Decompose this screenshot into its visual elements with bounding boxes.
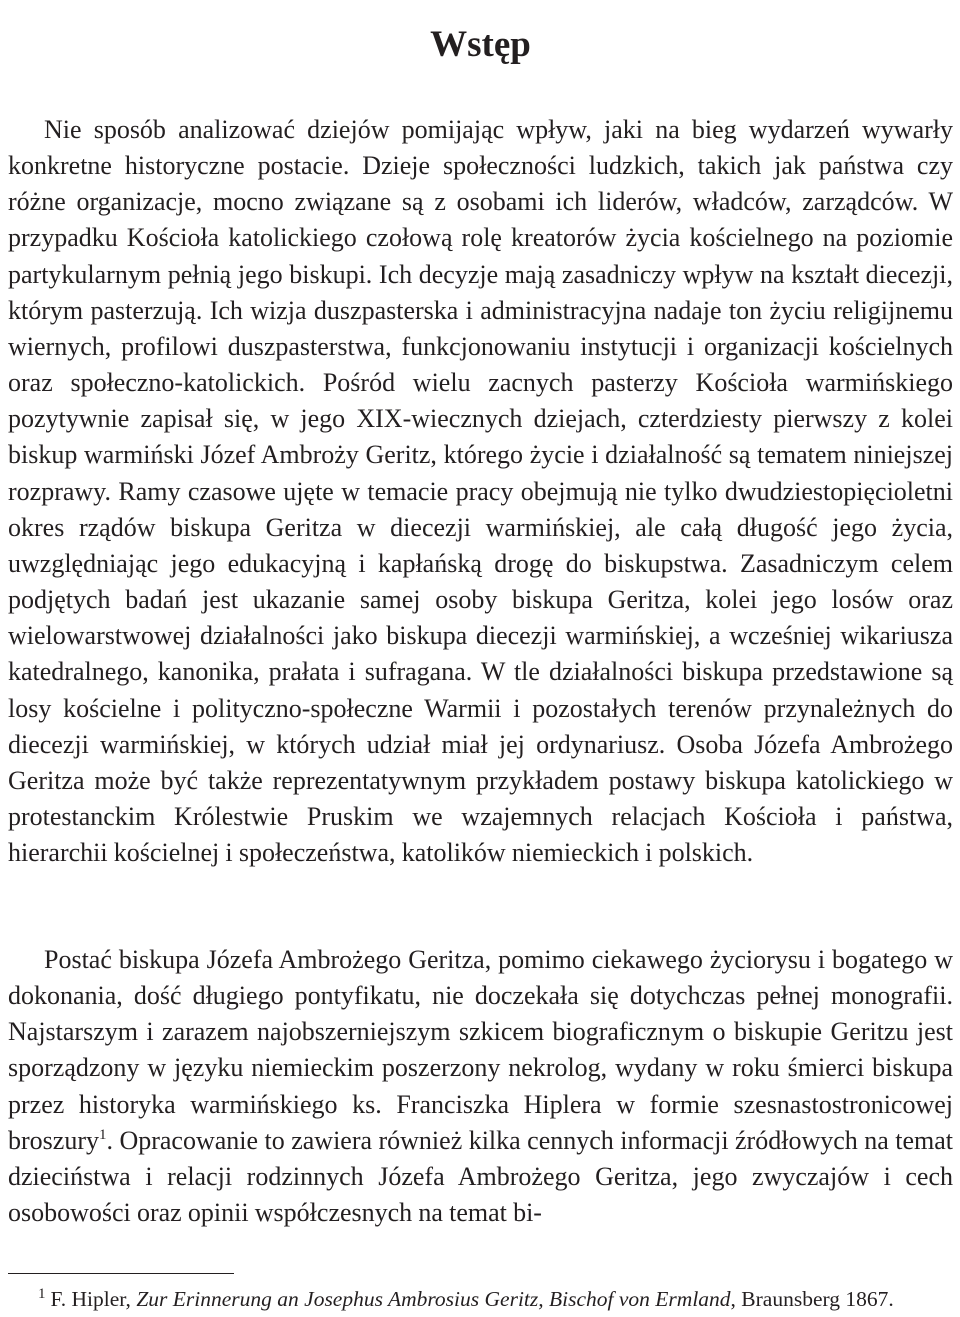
footnote [8, 1286, 953, 1312]
chapter-heading: Wstęp [430, 23, 531, 65]
footnote-reference[interactable]: 1 [98, 1126, 107, 1143]
footnote-author: F. Hipler, [50, 1287, 131, 1311]
footnote-number: 1 [38, 1286, 46, 1302]
paragraph-text: Nie sposób analizować dziejów pomijając wpływ, jaki na bieg wydarzeń wywarły konkretne historyczne postacie. Dzieje społeczności ludzkich, takich jak państwa czy różne organizacje, mocno związane są z osobami ich liderów, władców, zarządców. W przypadku Kościoła katolickiego czołową rolę kreatorów życia kościelnego na poziomie partykularnym pełnią jego biskupi. Ich decyzje mają zasadniczy wpływ na kształt diecezji, którym pasterzują. Ich wizja duszpasterska i administracyjna nadaje ton życiu religijnemu wiernych, profilowi duszpasterstwa, funkcjonowaniu instytucji i organizacji kościelnych oraz społeczno-katolickich. Pośród wielu zacnych pasterzy Kościoła warmińskiego pozytywnie zapisał się, w jego XIX-wiecznych dziejach, czterdziesty pierwszy z kolei biskup warmiński Józef Ambroży Geritz, którego życie i działalność są tematem niniejszej rozprawy. Ramy czasowe ujęte w temacie pracy obejmują nie tylko dwudziestopięcioletni okres rządów biskupa Geritza w diecezji warmińskiej, ale całą długość jego życia, uwzględniając jego edukacyjną i kapłańską drogę do biskupstwa. Zasadniczym celem podjętych badań jest ukazanie samej osoby biskupa Geritza, kolei jego losów oraz wielowarstwowej działalności jako biskupa diecezji warmińskiej, a wcześniej wikariusza katedralnego, kanonika, prałata i sufragana. W tle działalności biskupa przedstawione są losy kościelne i polityczno-społeczne Warmii i pozostałych terenów przynależnych do diecezji warmińskiej, w których udział miał jej ordynariusz. Osoba Józefa Ambrożego Geritza może być także reprezentatywnym przykładem postawy biskupa katolickiego w protestanckim Królestwie Pruskim we wzajemnych relacjach Kościoła i państwa, hierarchii kościelnej i społeczeństwa, katolików niemieckich i polskich. [8, 115, 953, 868]
paragraph-text-continued: . Opracowanie to zawiera również kilka cennych informacji źródłowych na temat dzieciństwa i relacji rodzinnych Józefa Ambrożego Geritza, jego zwyczajów i cech osobowości oraz opinii współczesnych na temat bi- [8, 1125, 953, 1228]
paragraph [8, 112, 953, 871]
book-page [8, 0, 953, 1317]
footnote-separator [8, 1273, 234, 1274]
footnote-title: Zur Erinnerung an Josephus Ambrosius Geritz, Bischof von Ermland [136, 1287, 731, 1311]
footnote-publication: , Braunsberg 1867. [730, 1287, 894, 1311]
paragraph-text: Postać biskupa Józefa Ambrożego Geritza, pomimo ciekawego życiorysu i bogatego w dokonania, dość długiego pontyfikatu, nie doczekała się dotychczas pełnej monografii. Najstarszym i zarazem najobszerniejszym szkicem biograficznym o biskupie Geritzu jest sporządzony w języku niemieckim poszerzony nekrolog, wydany w roku śmierci biskupa przez historyka warmińskiego ks. Franciszka Hiplera w formie szesnastostronicowej broszury [8, 945, 953, 1155]
paragraph [8, 942, 953, 1231]
